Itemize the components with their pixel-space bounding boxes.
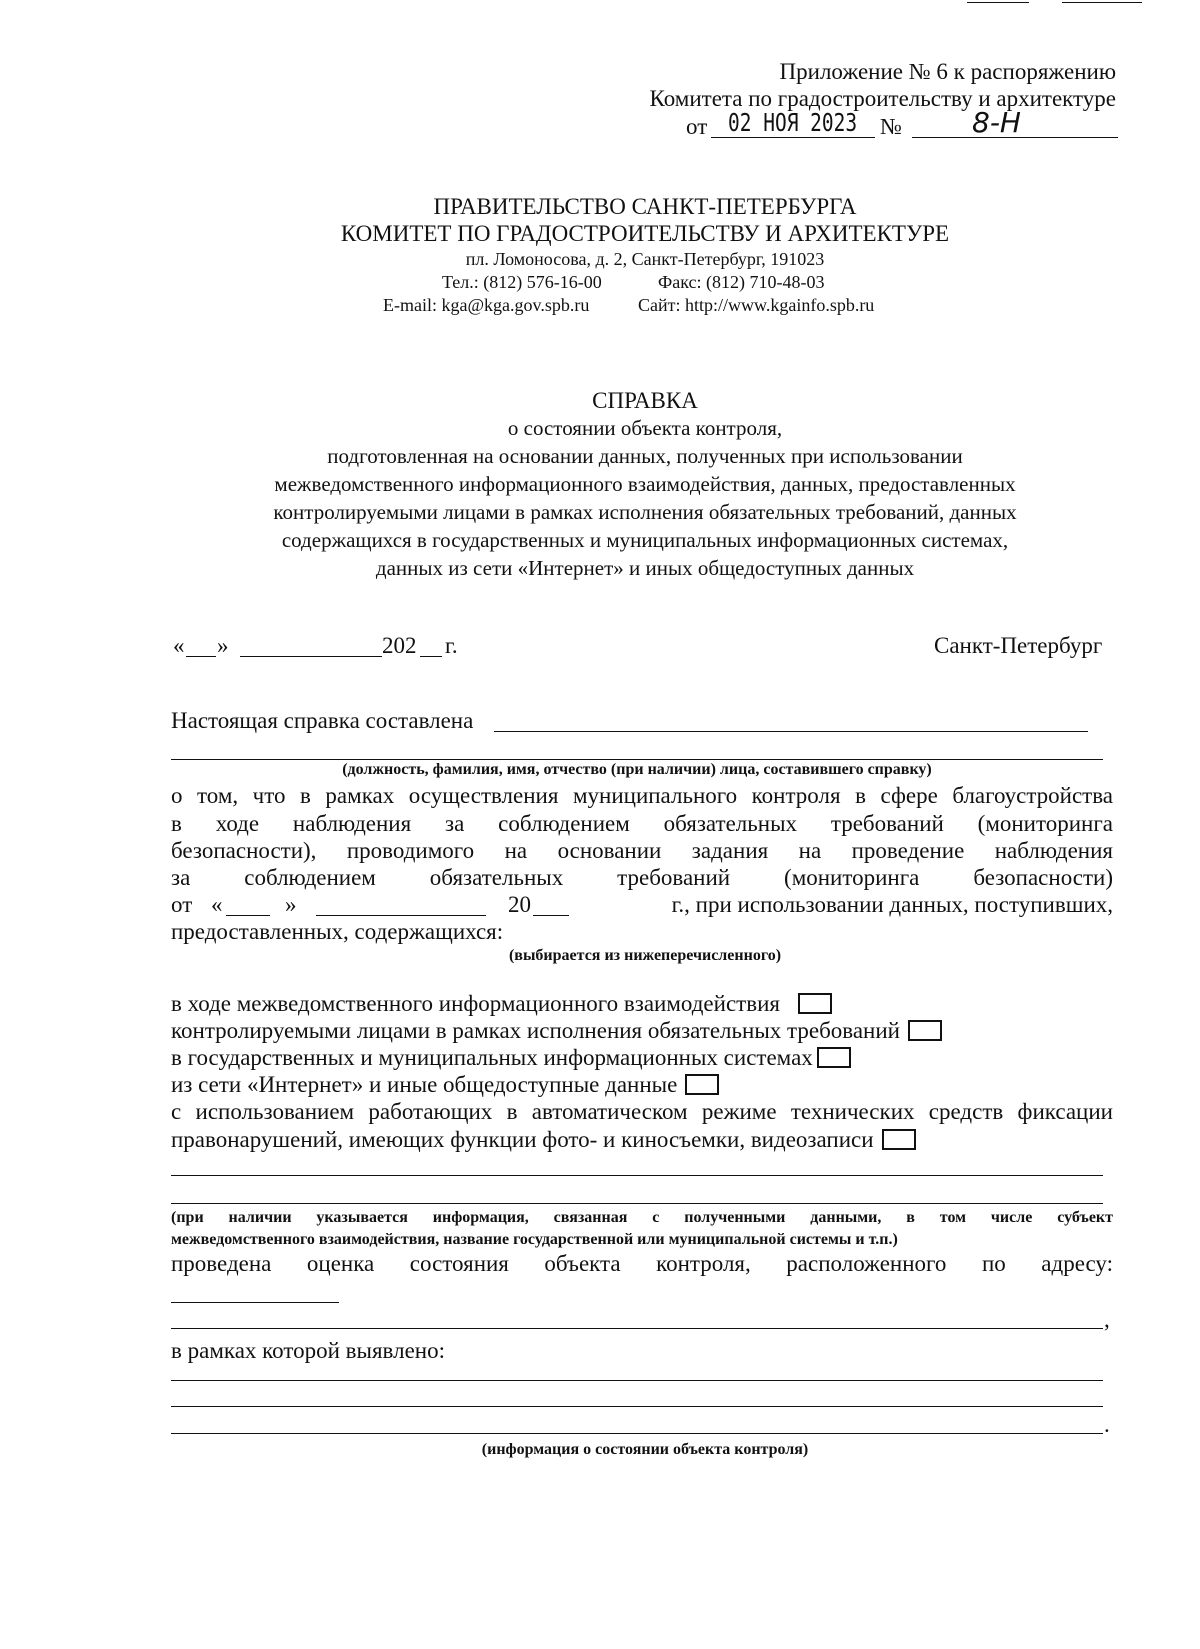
checkbox[interactable]: [882, 1129, 916, 1150]
date-close-quote: »: [217, 633, 229, 658]
body-line: о том, что в рамках осуществления муниципального контроля в сфере благоустройства: [171, 783, 1113, 808]
number-value: 8-Н: [972, 106, 1021, 139]
option-auto: [171, 1126, 916, 1153]
option-internet: [171, 1071, 719, 1098]
title-line: данных из сети «Интернет» и иных общедоступных данных: [375, 556, 915, 580]
title-line: контролируемыми лицами в рамках исполнения обязательных требований, данных: [273, 500, 1017, 524]
option-label: контролируемыми лицами в рамках исполнения обязательных требований: [171, 1018, 900, 1043]
body-month-blank: [316, 915, 486, 916]
found-blank-3[interactable]: [171, 1433, 1103, 1434]
day-blank: [186, 656, 216, 657]
info-blank-2[interactable]: [171, 1203, 1103, 1204]
body-line: за соблюдением обязательных требований (мониторинга безопасности): [171, 865, 1113, 890]
checkbox[interactable]: [817, 1047, 851, 1068]
year-suffix: г.: [445, 633, 458, 658]
year-prefix: 202: [382, 633, 417, 658]
checkbox[interactable]: [685, 1074, 719, 1095]
select-caption: (выбирается из нижеперечисленного): [508, 947, 782, 964]
body-last: предоставленных, содержащихся:: [171, 919, 504, 944]
note-line-2: межведомственного взаимодействия, название государственной или муниципальной системы и т.п.): [171, 1231, 898, 1248]
option-auto-line-1: с использованием работающих в автоматическом режиме технических средств фиксации: [171, 1099, 1113, 1124]
appendix-line-2: Комитета по градостроительству и архитектуре: [649, 86, 1116, 111]
scan-mark: [967, 2, 1029, 3]
appendix-line-1: Приложение № 6 к распоряжению: [779, 59, 1116, 84]
body-year-blank: [533, 915, 569, 916]
doc-title: СПРАВКА: [592, 388, 698, 413]
body-q-open: «: [211, 892, 223, 917]
number-underline: [912, 137, 1118, 138]
address-comma: ,: [1104, 1307, 1110, 1332]
checkbox[interactable]: [908, 1020, 942, 1041]
org-address: пл. Ломоносова, д. 2, Санкт-Петербург, 191023: [465, 249, 825, 269]
address-blank-1[interactable]: [171, 1302, 339, 1303]
org-line-1: ПРАВИТЕЛЬСТВО САНКТ-ПЕТЕРБУРГА: [433, 194, 857, 219]
option-interagency: [171, 990, 832, 1017]
compiled-caption: (должность, фамилия, имя, отчество (при наличии) лица, составившего справку): [342, 761, 932, 778]
body-day-blank: [226, 915, 270, 916]
body-from: от: [171, 892, 193, 917]
option-label: в ходе межведомственного информационного взаимодействия: [171, 991, 780, 1016]
city: Санкт-Петербург: [934, 633, 1103, 658]
body-line: в ходе наблюдения за соблюдением обязательных требований (мониторинга: [171, 811, 1113, 836]
body-q-close: »: [285, 892, 297, 917]
org-site: Сайт: http://www.kgainfo.spb.ru: [638, 295, 875, 315]
option-systems: [171, 1044, 851, 1071]
date-underline: [711, 137, 875, 138]
address-blank-2[interactable]: [171, 1328, 1103, 1329]
found-label: в рамках которой выявлено:: [171, 1338, 446, 1363]
title-line: подготовленная на основании данных, полученных при использовании: [327, 444, 963, 468]
month-blank: [240, 656, 382, 657]
number-label: №: [880, 114, 902, 139]
found-caption: (информация о состоянии объекта контроля): [481, 1441, 809, 1458]
body-line: безопасности), проводимого на основании задания на проведение наблюдения: [171, 838, 1113, 863]
title-line: содержащихся в государственных и муниципальных информационных системах,: [281, 528, 1009, 552]
option-label: в государственных и муниципальных информационных системах: [171, 1045, 813, 1070]
info-blank-1[interactable]: [171, 1175, 1103, 1176]
found-blank-2[interactable]: [171, 1406, 1103, 1407]
title-line: межведомственного информационного взаимодействия, данных, предоставленных: [274, 472, 1016, 496]
date-stamp: 02 НОЯ 2023: [728, 108, 858, 137]
year-blank: [420, 656, 442, 657]
found-period: .: [1104, 1412, 1110, 1437]
title-line: о состоянии объекта контроля,: [507, 416, 783, 440]
org-phone: Тел.: (812) 576-16-00: [442, 272, 602, 292]
option-label: из сети «Интернет» и иные общедоступные данные: [171, 1072, 678, 1097]
option-controlled: [171, 1017, 942, 1044]
body-year: 20: [508, 892, 531, 917]
compiled-blank[interactable]: [494, 731, 1088, 732]
scan-mark: [1062, 2, 1142, 3]
checkbox[interactable]: [798, 993, 832, 1014]
found-blank-1[interactable]: [171, 1380, 1103, 1381]
org-fax: Факс: (812) 710-48-03: [658, 272, 825, 292]
org-line-2: КОМИТЕТ ПО ГРАДОСТРОИТЕЛЬСТВУ И АРХИТЕКТУРЕ: [340, 221, 950, 246]
date-open-quote: «: [173, 633, 185, 658]
assessment-line: проведена оценка состояния объекта контроля, расположенного по адресу:: [171, 1251, 1113, 1276]
compiled-label: Настоящая справка составлена: [171, 708, 474, 733]
note-line-1: (при наличии указывается информация, связанная с полученными данными, в том числе субъект: [171, 1209, 1113, 1226]
option-label: правонарушений, имеющих функции фото- и киносъемки, видеозаписи: [171, 1127, 874, 1152]
org-email: E-mail: kga@kga.gov.spb.ru: [383, 295, 590, 315]
appendix-from-label: от: [686, 114, 708, 139]
body-from-tail: г., при использовании данных, поступивших,: [671, 892, 1113, 917]
